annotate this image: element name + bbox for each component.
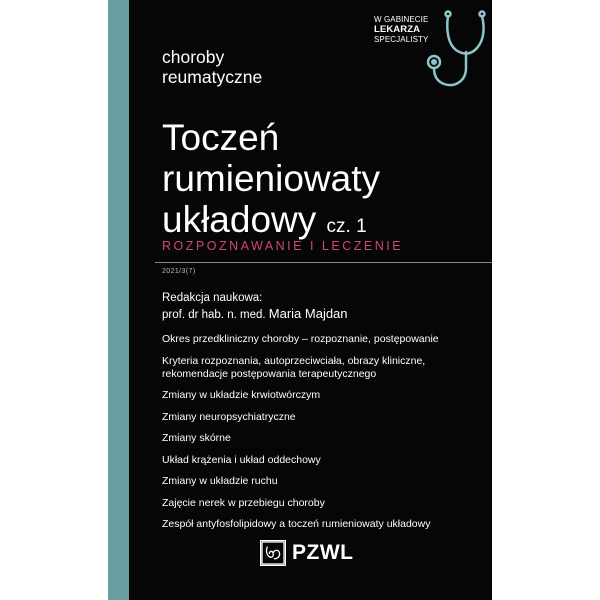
stethoscope-icon: [408, 4, 492, 98]
editor-line: [162, 306, 348, 323]
contents-item: Układ krążenia i układ oddechowy: [162, 453, 321, 466]
contents-item: Zespół antyfosfolipidowy a toczeń rumieniowaty układowy: [162, 518, 431, 530]
contents-item: Kryteria rozpoznania, autoprzeciwciała, obrazy kliniczne, rekomendacje postępowania terapeutycznego: [162, 354, 426, 380]
series-name: [162, 47, 262, 87]
issue-number: 2021/3(7): [162, 268, 196, 275]
series-line-2: reumatyczne: [162, 67, 263, 87]
publisher: [260, 540, 353, 566]
contents-item: Zmiany w układzie ruchu: [162, 475, 278, 487]
contents-item: Zajęcie nerek w przebiegu choroby: [162, 496, 325, 509]
title-part: cz. 1: [326, 216, 367, 237]
title-line-2: rumieniowaty: [162, 158, 380, 199]
contents-item: Zmiany skórne: [162, 432, 231, 444]
editor-label: Redakcja naukowa:: [162, 292, 263, 304]
series-line-1: choroby: [162, 47, 225, 67]
logo-line-1: W GABINECIE: [374, 15, 429, 24]
editor-block: [162, 291, 348, 323]
book-subtitle: ROZPOZNAWANIE I LECZENIE: [162, 239, 404, 253]
pzwl-logo-icon: [260, 540, 286, 566]
editor-prefix: prof. dr hab. n. med.: [162, 309, 266, 321]
divider: [155, 262, 492, 263]
contents-item: Zmiany neuropsychiatryczne: [162, 410, 296, 423]
logo-line-3: SPECJALISTY: [374, 35, 429, 44]
publisher-name: PZWL: [292, 541, 354, 564]
contents-item: Okres przedkliniczny choroby – rozpoznanie, postępowanie: [162, 333, 439, 345]
contents-item: Zmiany w układzie krwiotwórczym: [162, 389, 321, 401]
book-title: [162, 117, 380, 247]
title-line-3-text: układowy: [162, 199, 317, 240]
cover-spine-stripe: [108, 0, 129, 600]
book-cover: [108, 0, 492, 600]
editor-name: Maria Majdan: [268, 306, 348, 321]
logo-line-2: LEKARZA: [374, 24, 421, 35]
contents-list: [162, 333, 462, 540]
title-line-1: Toczeń: [162, 117, 280, 158]
